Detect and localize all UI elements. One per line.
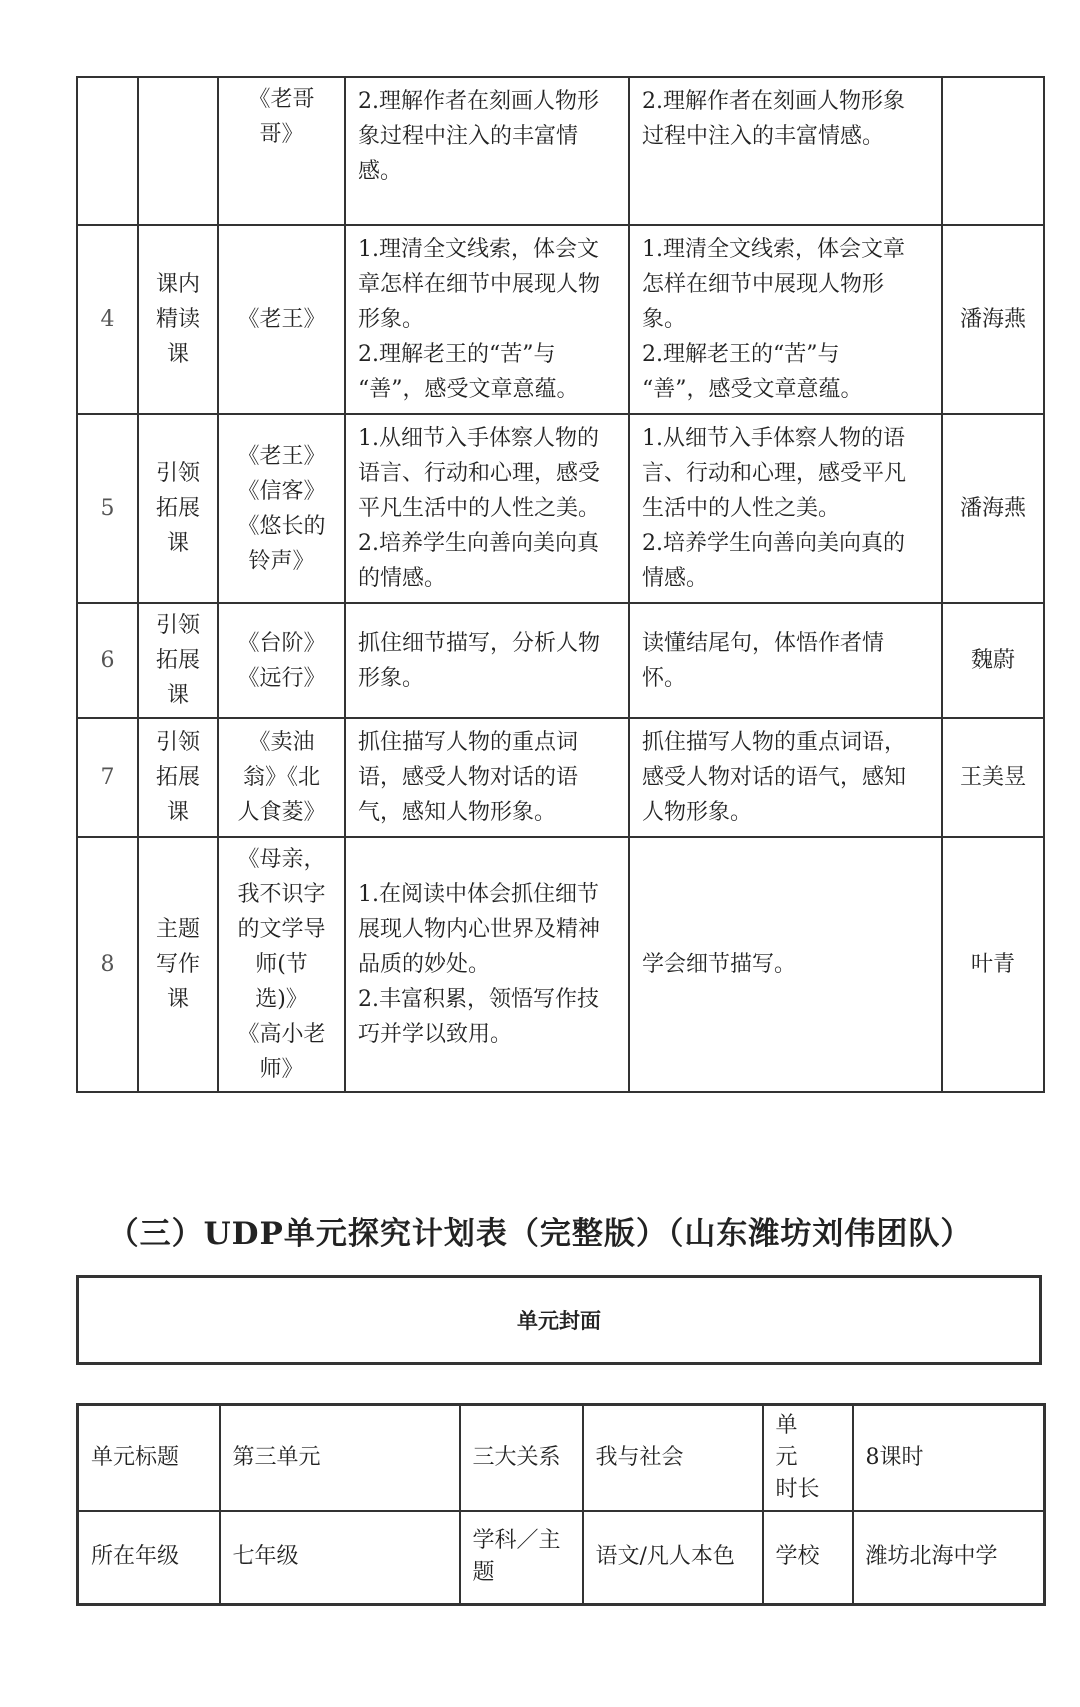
lesson-goal-b-line: 抓住描写人物的重点词语， [642, 730, 907, 755]
lesson-texts-line: 《老王》 [237, 443, 326, 469]
lesson-goal-b-cell [629, 603, 942, 718]
lesson-goal-a-line: 语言、行动和心理，感受 [358, 461, 601, 486]
lesson-goal-b-line: 怎样在细节中展现人物形 [642, 272, 885, 297]
lesson-type-line: 课 [166, 531, 189, 556]
unit-cover-box [76, 1275, 1042, 1365]
subject-label-line: 学科／主 [472, 1528, 561, 1554]
info-row-grade [78, 1511, 1045, 1604]
info-row-title [78, 1405, 1045, 1512]
lesson-goal-a-line: 气，感知人物形象。 [358, 800, 557, 825]
lesson-texts-cell [218, 414, 345, 603]
lesson-number-cell: 5 [77, 414, 138, 603]
lesson-teacher-cell: 王美昱 [942, 718, 1044, 837]
lesson-type-line: 课 [166, 683, 189, 708]
duration-label-line: 单 元 [775, 1413, 820, 1470]
lesson-texts-line: 铃声》 [248, 548, 315, 574]
lesson-texts-line: 《远行》 [237, 665, 326, 691]
relation-value: 我与社会 [583, 1405, 763, 1512]
lesson-goal-b-cell [629, 77, 942, 225]
lesson-type-line: 拓展 [155, 765, 200, 790]
lesson-type-line: 课内 [155, 272, 200, 297]
lesson-goal-a-line: 抓住描写人物的重点词 [358, 730, 579, 755]
lesson-goal-a-line: “善”，感受文章意蕴。 [358, 377, 579, 402]
lesson-type-line: 拓展 [155, 648, 200, 673]
lesson-goal-b-line: 感受人物对话的语气，感知 [642, 765, 907, 790]
school-value: 潍坊北海中学 [853, 1511, 1045, 1604]
lesson-row [77, 718, 1044, 837]
lesson-goal-b-cell [629, 414, 942, 603]
lesson-texts-line: 师(节 [255, 952, 308, 977]
lesson-goal-a-cell [345, 225, 629, 414]
lesson-type-line: 课 [166, 800, 189, 825]
lesson-texts-line: 《老哥 [248, 87, 315, 112]
duration-value: 8课时 [853, 1405, 1045, 1512]
lesson-texts-line: 我不识字 [237, 882, 326, 907]
relation-label: 三大关系 [460, 1405, 583, 1512]
subject-value: 语文/凡人本色 [583, 1511, 763, 1604]
unit-cover-label: 单元封面 [517, 1309, 601, 1333]
lesson-texts-line: 《母亲， [237, 847, 326, 872]
lesson-goal-b-line: 2.培养学生向善向美向真的 [642, 531, 905, 556]
lesson-texts-line: 的文学导 [237, 917, 326, 942]
school-label: 学校 [763, 1511, 853, 1604]
lesson-texts-line: 人食菱》 [237, 800, 326, 825]
lesson-goal-b-line: 生活中的人性之美。 [642, 496, 841, 521]
lesson-goal-b-line: 读懂结尾句，体悟作者情 [642, 630, 885, 656]
lesson-type-line: 写作 [155, 952, 200, 977]
lesson-row [77, 837, 1044, 1092]
lesson-texts-cell [218, 77, 345, 225]
lesson-goal-a-line: 抓住细节描写，分析人物 [358, 630, 601, 656]
lesson-texts-line: 《高小老 [237, 1022, 326, 1047]
lesson-goal-b-line: 学会细节描写。 [642, 952, 797, 977]
duration-label-line: 时长 [775, 1477, 820, 1502]
lesson-number-cell: 8 [77, 837, 138, 1092]
lesson-plan-table [76, 76, 1045, 1093]
section-heading: （三）UDP单元探究计划表（完整版）（山东潍坊刘伟团队） [107, 1216, 973, 1252]
lesson-goal-b-line: 2.理解作者在刻画人物形象 [642, 89, 905, 114]
unit-info-table [76, 1403, 1046, 1606]
lesson-teacher-cell: 魏蔚 [942, 603, 1044, 718]
lesson-type-line: 引领 [155, 613, 200, 638]
lesson-goal-b-line: 1.理清全文线索，体会文章 [642, 237, 905, 262]
lesson-goal-b-cell [629, 837, 942, 1092]
lesson-goal-b-line: 言、行动和心理，感受平凡 [642, 461, 907, 486]
lesson-texts-line: 选)》 [255, 987, 308, 1012]
lesson-type-cell [138, 837, 218, 1092]
lesson-goal-a-cell [345, 414, 629, 603]
lesson-goal-a-line: 形象。 [358, 307, 425, 332]
lesson-goal-b-line: “善”，感受文章意蕴。 [642, 377, 863, 402]
lesson-row [77, 414, 1044, 603]
lesson-goal-a-cell [345, 77, 629, 225]
lesson-number-cell: 4 [77, 225, 138, 414]
unit-title-label: 单元标题 [78, 1405, 220, 1512]
lesson-texts-line: 翁》《北 [242, 765, 320, 790]
lesson-goal-a-line: 形象。 [358, 665, 425, 691]
lesson-goal-b-cell [629, 225, 942, 414]
lesson-texts-cell [218, 718, 345, 837]
lesson-goal-a-line: 1.从细节入手体察人物的 [358, 426, 599, 451]
lesson-goal-a-line: 象过程中注入的丰富情 [358, 124, 579, 149]
lesson-texts-line: 哥》 [259, 122, 304, 147]
lesson-teacher-cell: 潘海燕 [942, 225, 1044, 414]
lesson-type-cell [138, 225, 218, 414]
lesson-goal-a-line: 2.理解老王的“苦”与 [358, 342, 556, 367]
lesson-goal-a-line: 品质的妙处。 [358, 952, 491, 977]
lesson-number-cell: 7 [77, 718, 138, 837]
lesson-row [77, 603, 1044, 718]
lesson-type-line: 引领 [155, 730, 200, 755]
lesson-texts-cell [218, 837, 345, 1092]
lesson-goal-a-line: 1.理清全文线索，体会文 [358, 237, 599, 262]
lesson-goal-b-cell [629, 718, 942, 837]
lesson-teacher-cell [942, 77, 1044, 225]
grade-value: 七年级 [220, 1511, 460, 1604]
lesson-number-cell: 6 [77, 603, 138, 718]
lesson-goal-b-line: 过程中注入的丰富情感。 [642, 124, 885, 149]
lesson-goal-a-line: 1.在阅读中体会抓住细节 [358, 882, 599, 907]
lesson-type-cell [138, 77, 218, 225]
lesson-goal-a-line: 章怎样在细节中展现人物 [358, 272, 601, 297]
lesson-goal-a-cell [345, 718, 629, 837]
lesson-texts-cell [218, 603, 345, 718]
lesson-teacher-cell: 潘海燕 [942, 414, 1044, 603]
lesson-goal-b-line: 1.从细节入手体察人物的语 [642, 426, 905, 451]
lesson-goal-a-cell [345, 603, 629, 718]
lesson-type-line: 精读 [155, 307, 200, 332]
lesson-type-cell [138, 603, 218, 718]
lesson-goal-b-line: 怀。 [642, 665, 687, 691]
lesson-texts-line: 《老王》 [237, 307, 326, 332]
lesson-goal-a-line: 展现人物内心世界及精神 [358, 917, 601, 942]
lesson-texts-line: 《信客》 [237, 478, 326, 504]
lesson-type-cell [138, 718, 218, 837]
lesson-teacher-cell: 叶青 [942, 837, 1044, 1092]
lesson-goal-a-line: 巧并学以致用。 [358, 1022, 513, 1047]
lesson-type-line: 课 [166, 342, 189, 367]
duration-label [763, 1405, 853, 1512]
lesson-goal-b-line: 象。 [642, 307, 687, 332]
lesson-goal-a-line: 平凡生活中的人性之美。 [358, 496, 601, 521]
lesson-type-line: 引领 [155, 461, 200, 486]
lesson-texts-line: 《卖油 [248, 730, 315, 755]
lesson-goal-a-line: 感。 [358, 159, 403, 184]
lesson-texts-line: 《悠长的 [237, 513, 326, 539]
lesson-number-cell [77, 77, 138, 225]
lesson-goal-a-line: 2.理解作者在刻画人物形 [358, 89, 599, 114]
lesson-texts-cell [218, 225, 345, 414]
lesson-goal-b-line: 情感。 [642, 566, 709, 591]
lesson-type-line: 主题 [155, 917, 200, 942]
lesson-goal-a-line: 2.培养学生向善向美向真 [358, 531, 599, 556]
lesson-goal-a-line: 2.丰富积累，领悟写作技 [358, 987, 599, 1012]
subject-label [460, 1511, 583, 1604]
lesson-goal-b-line: 2.理解老王的“苦”与 [642, 342, 840, 367]
lesson-type-line: 课 [166, 987, 189, 1012]
grade-label: 所在年级 [78, 1511, 220, 1604]
lesson-goal-b-line: 人物形象。 [642, 800, 753, 825]
lesson-texts-line: 师》 [259, 1057, 304, 1082]
lesson-type-cell [138, 414, 218, 603]
lesson-type-line: 拓展 [155, 496, 200, 521]
subject-label-line: 题 [472, 1560, 495, 1586]
lesson-row [77, 77, 1044, 225]
unit-title-value: 第三单元 [220, 1405, 460, 1512]
lesson-goal-a-line: 的情感。 [358, 566, 447, 591]
lesson-row [77, 225, 1044, 414]
lesson-texts-line: 《台阶》 [237, 630, 326, 656]
lesson-goal-a-cell [345, 837, 629, 1092]
lesson-goal-a-line: 语，感受人物对话的语 [358, 765, 579, 790]
